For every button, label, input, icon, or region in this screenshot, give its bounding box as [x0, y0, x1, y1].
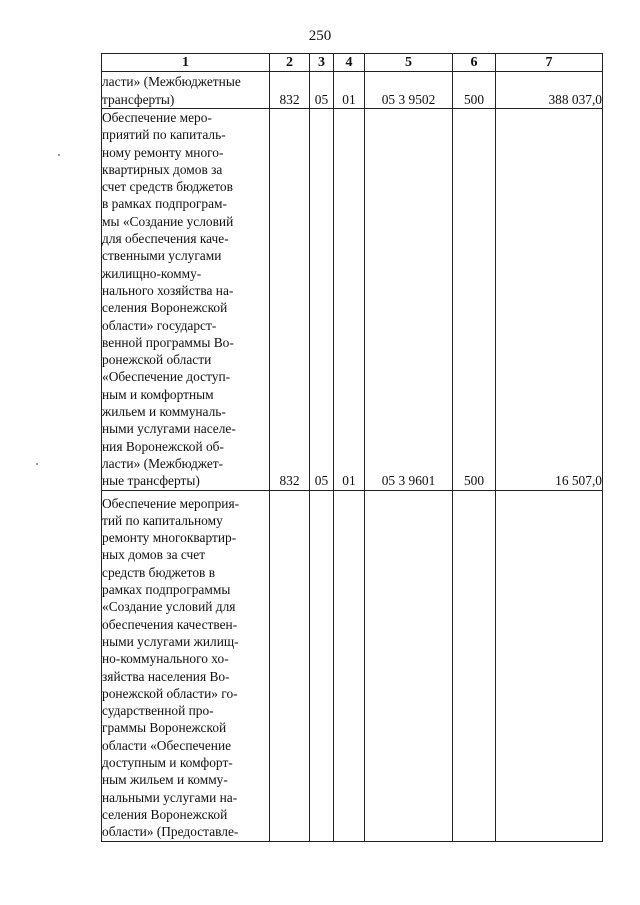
cell-expense-type: 500 — [453, 109, 496, 491]
description-line: ными услугами жилищ- — [102, 633, 239, 649]
description-line: селения Воронежской — [102, 300, 228, 316]
description-line: ным и комфортным — [102, 386, 214, 402]
description-line: тий по капитальному — [102, 512, 223, 528]
column-header: 7 — [496, 54, 603, 72]
description-line: но-коммунального хо- — [102, 651, 229, 667]
description-line: ные трансферты) — [102, 473, 200, 489]
description-line: рамках подпрограммы — [102, 582, 231, 598]
description-line: жилищно-комму- — [102, 265, 202, 281]
description-line: ных домов за счет — [102, 547, 206, 563]
description-line: квартирных домов за — [102, 161, 223, 177]
column-header: 6 — [453, 54, 496, 72]
column-header: 3 — [310, 54, 334, 72]
row-description — [102, 109, 270, 491]
description-line: ным жильем и комму- — [102, 772, 228, 788]
cell-code: 832 — [270, 72, 310, 109]
description-line: средств бюджетов в — [102, 564, 216, 580]
description-line: Обеспечение мероприя- — [102, 495, 240, 511]
column-header: 5 — [365, 54, 453, 72]
description-line: ронежской области — [102, 352, 212, 368]
description-line: нального хозяйства на- — [102, 282, 234, 298]
cell-code: 832 — [270, 109, 310, 491]
description-line: граммы Воронежской — [102, 720, 227, 736]
scan-speck — [58, 154, 60, 156]
cell-expense-type: 500 — [453, 72, 496, 109]
cell-amount — [496, 490, 603, 841]
description-line: ласти» (Межбюджетные — [102, 74, 241, 90]
description-line: жильем и коммуналь- — [102, 404, 226, 420]
header-row — [102, 54, 603, 72]
description-line: селения Воронежской — [102, 806, 228, 822]
description-line: приятий по капиталь- — [102, 127, 226, 143]
cell-section — [310, 490, 334, 841]
table-row — [102, 72, 603, 109]
description-line: ремонту многоквартир- — [102, 530, 237, 546]
column-header: 4 — [334, 54, 365, 72]
description-line: области» (Предоставле- — [102, 824, 239, 840]
description-line: ному ремонту много- — [102, 144, 224, 160]
description-line: «Создание условий для — [102, 599, 236, 615]
description-line: нальными услугами на- — [102, 789, 238, 805]
budget-table — [101, 53, 603, 842]
cell-target: 05 3 9502 — [365, 72, 453, 109]
cell-expense-type — [453, 490, 496, 841]
cell-amount: 16 507,0 — [496, 109, 603, 491]
description-line: ронежской области» го- — [102, 685, 238, 701]
table-body — [102, 72, 603, 842]
description-line: ными услугами населе- — [102, 421, 236, 437]
description-line: ния Воронежской об- — [102, 438, 224, 454]
description-line: венной программы Во- — [102, 334, 234, 350]
cell-subsection — [334, 490, 365, 841]
table-row — [102, 490, 603, 841]
cell-subsection: 01 — [334, 72, 365, 109]
column-header: 1 — [102, 54, 270, 72]
column-header: 2 — [270, 54, 310, 72]
description-line: ласти» (Межбюджет- — [102, 455, 224, 471]
cell-target: 05 3 9601 — [365, 109, 453, 491]
cell-code — [270, 490, 310, 841]
description-line: области» государст- — [102, 317, 217, 333]
description-line: мы «Создание условий — [102, 213, 234, 229]
description-line: обеспечения качествен- — [102, 616, 238, 632]
cell-subsection: 01 — [334, 109, 365, 491]
description-line: доступным и комфорт- — [102, 755, 233, 771]
description-line: Обеспечение меро- — [102, 110, 212, 125]
description-line: зяйства населения Во- — [102, 668, 230, 684]
cell-section: 05 — [310, 109, 334, 491]
description-line: счет средств бюджетов — [102, 179, 233, 195]
scan-speck — [36, 463, 38, 465]
description-line: для обеспечения каче- — [102, 231, 229, 247]
description-line: «Обеспечение доступ- — [102, 369, 231, 385]
cell-amount: 388 037,0 — [496, 72, 603, 109]
description-line: области «Обеспечение — [102, 737, 232, 753]
description-line: в рамках подпрограм- — [102, 196, 227, 212]
description-line: трансферты) — [102, 91, 175, 107]
cell-section: 05 — [310, 72, 334, 109]
description-line: сударственной про- — [102, 703, 214, 719]
row-description — [102, 72, 270, 109]
page-number: 250 — [308, 28, 332, 44]
description-line: ственными услугами — [102, 248, 222, 264]
row-description — [102, 490, 270, 841]
cell-target — [365, 490, 453, 841]
table-row — [102, 109, 603, 491]
